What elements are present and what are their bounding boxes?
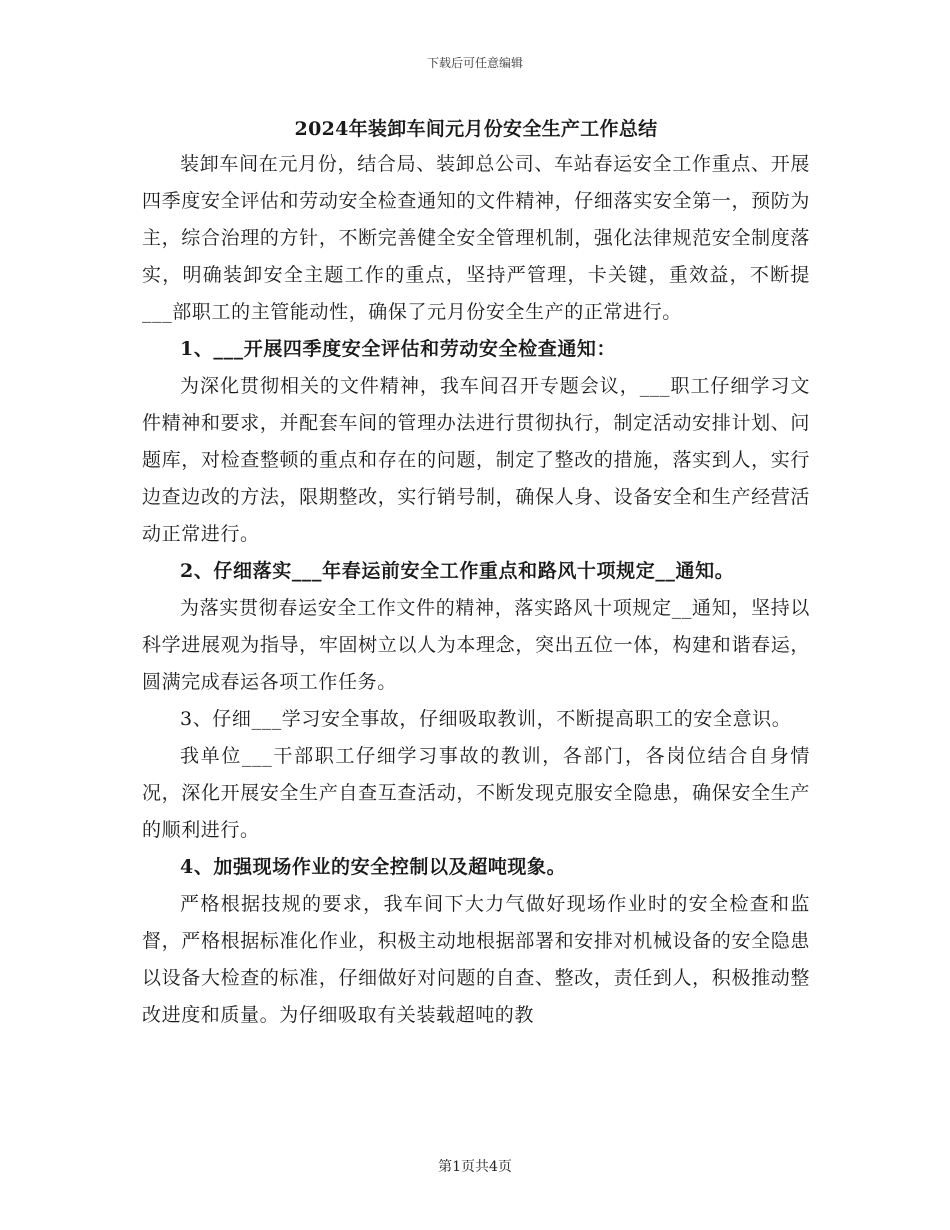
document-body (142, 112, 810, 1034)
section-4-paragraph: 严格根据技规的要求，我车间下大力气做好现场作业时的安全检查和监督，严格根据标准化作业，积极主动地根据部署和安排对机械设备的安全隐患以设备大检查的标准，仔细做好对问题的自查、整改，责任到人，积极推动整改进度和质量。为仔细吸取有关装载超吨的教 (142, 893, 810, 1026)
intro-paragraph: 装卸车间在元月份，结合局、装卸总公司、车站春运安全工作重点、开展四季度安全评估和劳动安全检查通知的文件精神，仔细落实安全第一，预防为主，综合治理的方针，不断完善健全安全管理机制，强化法律规范安全制度落实，明确装卸安全主题工作的重点，坚持严管理，卡关键，重效益，不断提___部职工的主管能动性，确保了元月份安全生产的正常进行。 (142, 153, 810, 323)
section-2-paragraph: 为落实贯彻春运安全工作文件的精神，落实路风十项规定__通知，坚持以科学进展观为指导，牢固树立以人为本理念，突出五位一体，构建和谐春运，圆满完成春运各项工作任务。 (142, 597, 810, 693)
section-1-heading: 1、___开展四季度安全评估和劳动安全检查通知： (180, 338, 617, 360)
section-3-heading: 3、仔细___学习安全事故，仔细吸取教训，不断提高职工的安全意识。 (180, 708, 792, 730)
section-4-heading: 4、加强现场作业的安全控制以及超吨现象。 (180, 856, 567, 878)
section-3-paragraph: 我单位___干部职工仔细学习事故的教训，各部门，各岗位结合自身情况，深化开展安全生产自查互查活动，不断发现克服安全隐患，确保安全生产的顺利进行。 (142, 745, 810, 841)
page-number: 第1页共4页 (438, 1159, 512, 1175)
page-header-note: 下载后可任意编辑 (426, 56, 523, 70)
section-1-paragraph: 为深化贯彻相关的文件精神，我车间召开专题会议，___职工仔细学习文件精神和要求，并配套车间的管理办法进行贯彻执行，制定活动安排计划、问题库，对检查整顿的重点和存在的问题，制定了整改的措施，落实到人，实行边查边改的方法，限期整改，实行销号制，确保人身、设备安全和生产经营活动正常进行。 (142, 375, 810, 545)
document-title: 2024年装卸车间元月份安全生产工作总结 (294, 118, 658, 140)
section-2-heading: 2、仔细落实___年春运前安全工作重点和路风十项规定__通知。 (180, 560, 735, 582)
